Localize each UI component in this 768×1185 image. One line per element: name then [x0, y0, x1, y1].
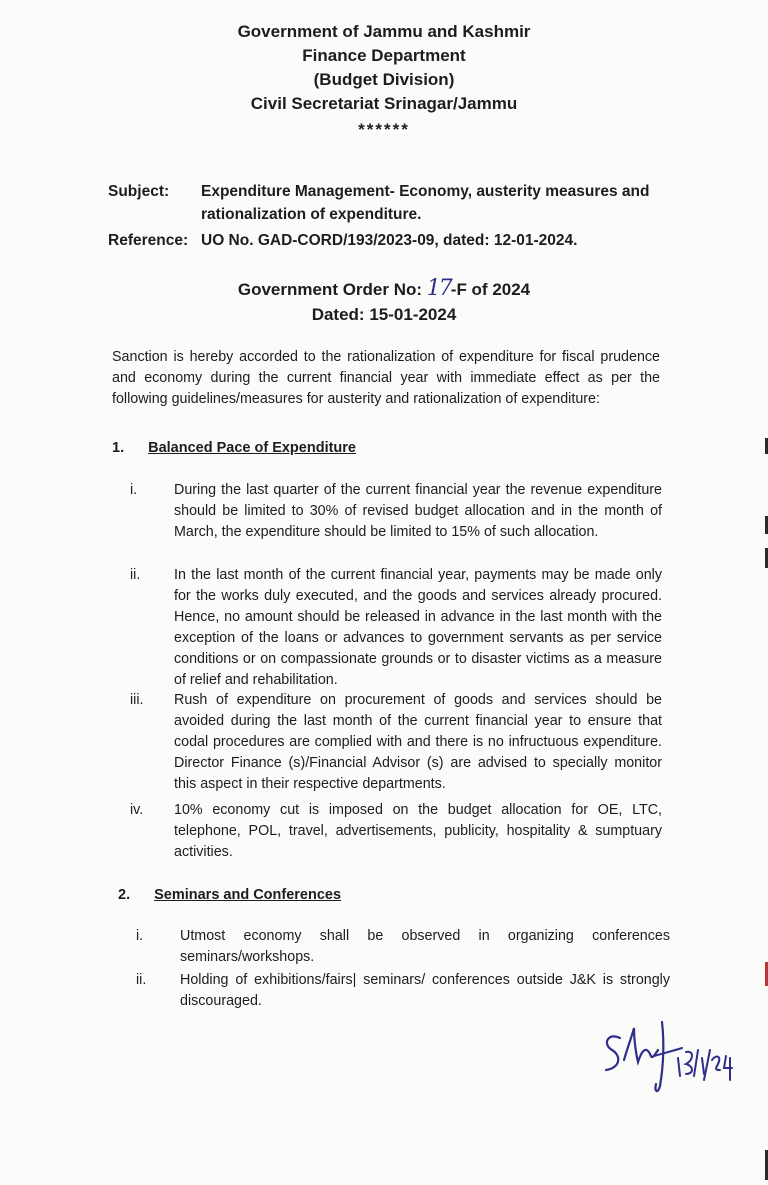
list-item	[130, 565, 662, 691]
section-title: Seminars and Conferences	[154, 887, 342, 903]
subject-line-1: Expenditure Management- Economy, austerity measures and	[201, 183, 650, 200]
header-secretariat: Civil Secretariat Srinagar/Jammu	[250, 94, 518, 113]
item-number: i.	[130, 482, 138, 498]
section-title: Balanced Pace of Expenditure	[148, 440, 356, 456]
order-prefix: Government Order No:	[237, 280, 423, 299]
item-text: Rush of expenditure on procurement of goods and services should be avoided during the last month of the current financial year to ensure that codal procedures are complied with and there is no infructuous expenditure. Director Finance (s)/Financial Advisor (s) are advised to specially monitor this aspect in their respective departments.	[174, 692, 662, 792]
order-date: Dated: 15-01-2024	[311, 305, 457, 324]
item-number: ii.	[136, 972, 147, 988]
subject-label: Subject:	[108, 183, 170, 200]
item-text: 10% economy cut is imposed on the budget allocation for OE, LTC, telephone, POL, travel, advertisements, publicity, hospitality & sumptuary activities.	[174, 802, 662, 860]
item-number: iv.	[130, 802, 144, 818]
intro-paragraph: Sanction is hereby accorded to the rationalization of expenditure for fiscal prudence and economy during the current financial year with immediate effect as per the following guidelines/measures for austerity and rationalization of expenditure:	[112, 349, 660, 407]
item-text: During the last quarter of the current financial year the revenue expenditure should be limited to 30% of revised budget allocation and in the month of March, the expenditure should be limited to 15% of such allocation.	[174, 482, 662, 540]
section-number: 2.	[118, 887, 131, 903]
list-item	[136, 926, 670, 968]
handwritten-order-number: 17	[426, 276, 451, 301]
header-division: (Budget Division)	[313, 70, 455, 89]
item-text: Utmost economy shall be observed in organizing conferences seminars/workshops.	[180, 928, 670, 965]
letterhead	[0, 20, 768, 142]
header-stars: ******	[358, 120, 410, 139]
order-number	[0, 276, 768, 301]
subject-line-2: rationalization of expenditure.	[201, 206, 422, 223]
signature-image	[598, 1010, 748, 1100]
item-text: In the last month of the current financial year, payments may be made only for the works duly executed, and the goods and services already procured. Hence, no amount should be released in advance in the last month with the exception of the loans or advances to government servants as per service conditions or on compassionate grounds or to disaster victims as a measure of relief and rehabilitation.	[174, 567, 662, 688]
section-1-heading	[112, 440, 356, 456]
item-number: ii.	[130, 567, 141, 583]
reference-text: UO No. GAD-CORD/193/2023-09, dated: 12-01-2024.	[201, 232, 578, 249]
header-department: Finance Department	[302, 46, 466, 65]
order-suffix: -F of 2024	[450, 280, 531, 299]
item-number: iii.	[130, 692, 144, 708]
section-2-heading	[118, 887, 341, 903]
list-item	[130, 480, 662, 564]
header-government: Government of Jammu and Kashmir	[237, 22, 531, 41]
item-number: i.	[136, 928, 144, 944]
section-number: 1.	[112, 440, 125, 456]
reference-label: Reference:	[108, 232, 189, 249]
list-item	[130, 690, 662, 795]
list-item	[130, 800, 662, 863]
item-text: Holding of exhibitions/fairs| seminars/ conferences outside J&K is strongly discouraged.	[180, 972, 670, 1009]
list-item	[136, 970, 670, 1012]
